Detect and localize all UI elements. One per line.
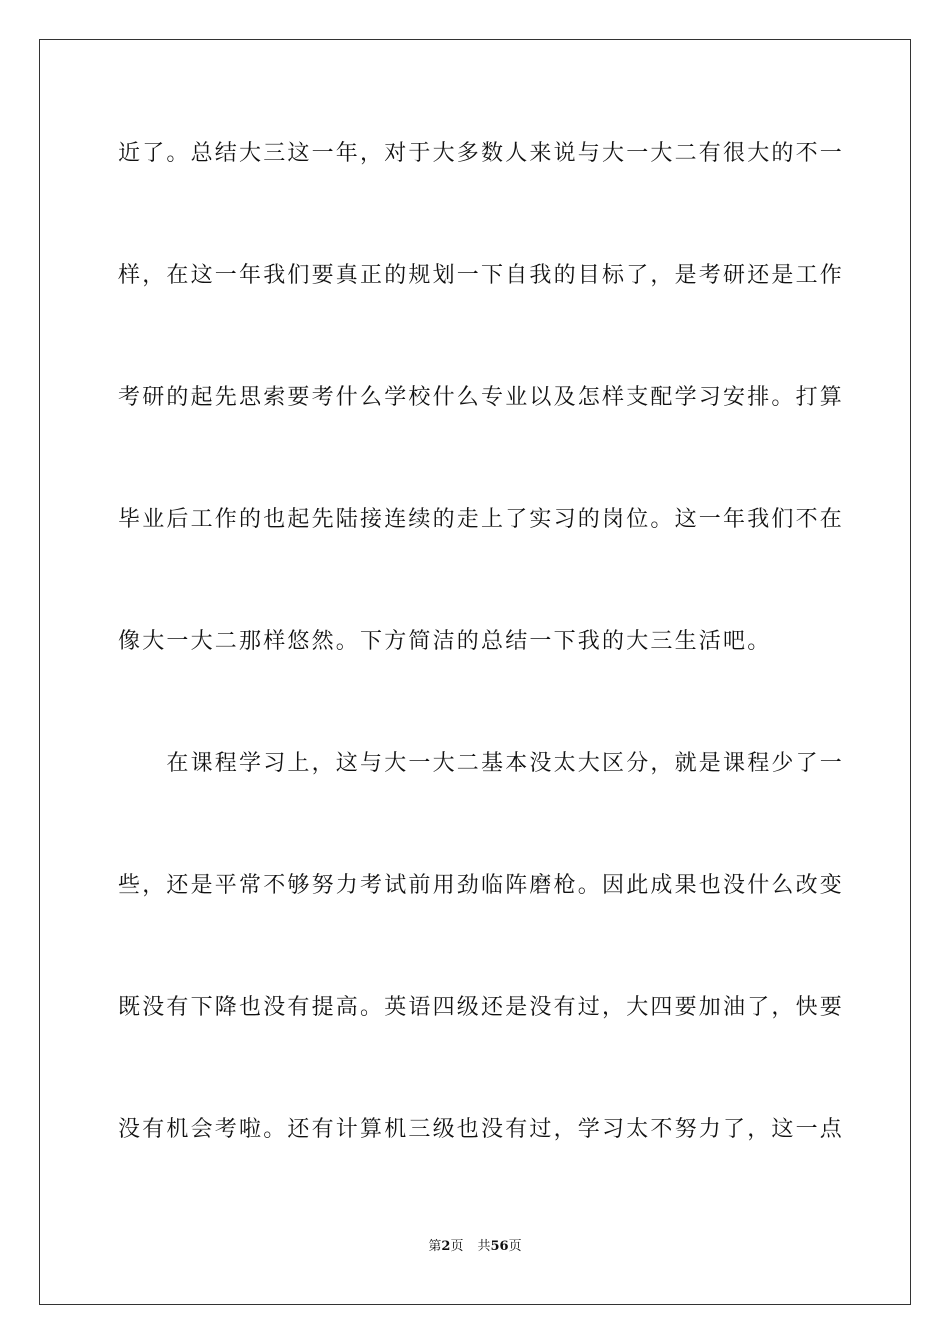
page-current: 2 xyxy=(441,1239,451,1254)
text-line-6: 在课程学习上，这与大一大二基本没太大区分，就是课程少了一 xyxy=(118,751,845,776)
text-line-5: 像大一大二那样悠然。下方简洁的总结一下我的大三生活吧。 xyxy=(118,629,772,654)
text-line-7: 些，还是平常不够努力考试前用劲临阵磨枪。因此成果也没什么改变 xyxy=(118,873,845,898)
page-prefix: 第 xyxy=(428,1239,442,1254)
text-line-4: 毕业后工作的也起先陆接连续的走上了实习的岗位。这一年我们不在 xyxy=(118,507,845,532)
text-line-8: 既没有下降也没有提高。英语四级还是没有过，大四要加油了，快要 xyxy=(118,995,845,1020)
text-line-2: 样，在这一年我们要真正的规划一下自我的目标了，是考研还是工作 xyxy=(118,263,845,288)
text-line-3: 考研的起先思索要考什么学校什么专业以及怎样支配学习安排。打算 xyxy=(118,385,845,410)
page-total: 56 xyxy=(490,1239,509,1254)
text-line-1: 近了。总结大三这一年，对于大多数人来说与大一大二有很大的不一 xyxy=(118,141,845,166)
total-prefix: 共 xyxy=(477,1239,491,1254)
text-line-9: 没有机会考啦。还有计算机三级也没有过，学习太不努力了，这一点 xyxy=(118,1117,845,1142)
page-footer xyxy=(0,1238,950,1256)
page-unit: 页 xyxy=(450,1239,464,1254)
total-unit: 页 xyxy=(508,1239,522,1254)
